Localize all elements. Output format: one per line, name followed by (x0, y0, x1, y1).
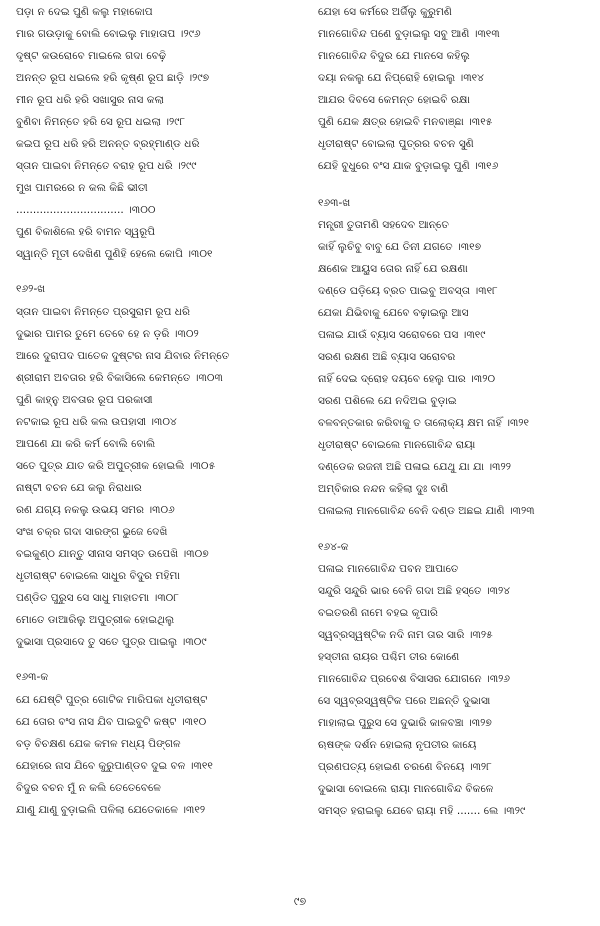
verse-line: ଯେ ତୋର ବଂସ ନାସ ଯିବ ପାଇବୁଟି କଷ୍ଟ ।୩୧୦ (16, 716, 207, 728)
verse-line: ସ୍ୱାନ୍ତି ମୂତୀ ଦେଖିଣ ପୁଣିହି ହେଲେ କୋପି ।୩୦୧ (16, 248, 213, 260)
verse-line: ପ୍ରଣପତ୍ୟ ହୋଇଣ ଚରଣେ ବିନୟେ ।୩୨୮ (318, 761, 492, 773)
verse-line: ଦୁଭାସା ବୋଇଲେ ରାୟା ମାନଗୋବିନ୍ଦ ବିକଳେ (318, 783, 494, 795)
verse-line: ମାନଗୋବିନ୍ଦ ବିଦୁର ଯେ ମାନସେ କହିଲୁ (318, 50, 470, 62)
verse-line: ଦଣ୍ଡେକ ରଜନୀ ଅଛି ପଳାଇ ଯେଥୁ ଯା ଯା ।୩୨୨ (318, 461, 512, 473)
section-heading: ୧୬୪-କ (318, 541, 349, 553)
verse-line: ସତେ ପୁତ୍ର ଯାତ କରି ଅପୁତ୍ରୀକ ହୋଇଲି ।୩୦୫ (16, 460, 216, 472)
verse-line: ନାହିଁ ଦେଇ ଦ୍ରୋହ ଦୟବେ ହେଲୁ ପାର ।୩୨୦ (318, 373, 496, 385)
section-heading: ୧୬୩-ଖ (318, 197, 351, 209)
verse-line: ସଂଖ ଚକ୍ର ଗଦା ସାରଙ୍ଗ ଭୁଜେ ଦେଖି (16, 526, 168, 538)
verse-line: ସ୍ତାନ ପାଇବା ନିମନ୍ତେ ବରାହ ରୂପ ଧରି ।୨୯୯ (16, 160, 197, 172)
verse-line: ମାର ଗଉଡ଼ାକୁ ବୋଲି ବୋଇଲୁ ମାହାତାପ ।୨୯୬ (16, 28, 201, 40)
verse-line: ବଇତରଣି ନାମେ ବହଇ କୃପାରି (318, 607, 438, 619)
verse-line: କ୍ଷଣେକ ଆୟୁସ ତୋର ନାହିଁ ଯେ ରକ୍ଷଣା (318, 263, 468, 275)
verse-line: ଦୁଭାସା ପ୍ରସାଦେ ତୁ ସତେ ପୁତ୍ର ପାଇଲୁ ।୩୦୯ (16, 636, 207, 648)
verse-line: ନଟକାଇ ରୂପ ଧରି କଲ ଉପହାସୀ ।୩୦୪ (16, 416, 177, 428)
verse-line: ମାନଗୋବିନ୍ଦ ପ୍ରବେଶ ବିସାସର ଯୋଗନେ ।୩୨୬ (318, 673, 511, 685)
verse-line: କାହିଁ ଲୁଚିବୁ ବାବୁ ଯେ ତିନୀ ଯଗତେ ।୩୧୭ (318, 241, 482, 253)
verse-line: ହସ୍ତୀନା ରାୟର ପଶ୍ଚିମ ତୀର କୋଣେ (318, 651, 460, 663)
verse-line: ସରଣ ପଶିଲେ ଯେ ନଦିଅଇ ବୁଡ଼ାଇ (318, 395, 457, 407)
verse-line: ଧୃତୀରାଷ୍ଟ ବୋଇଲେ ସାଧୁର ବିଦୁର ମହିମା (16, 570, 180, 582)
verse-line: ସମସ୍ତ ହରାଇଲୁ ଯେବେ ରାୟା ମହି ....... ଲେ ।୩୨୯ (318, 805, 526, 817)
verse-line: ପଡ଼ା ନ ଦେଇ ପୁଣି କଲୁ ମହାକୋପ (16, 6, 153, 18)
verse-line: ଦୟା ନକଲୁ ଯେ ନିପ୍ରୋହି ହୋଇଲୁ ।୩୧୪ (318, 72, 484, 84)
verse-line: ଶ୍ରୀରାମ ଅବତାର ହରି ବିକାସିଲେ କେମନ୍ତେ ।୩୦୩ (16, 372, 223, 384)
verse-line: କଇପ ରୂପ ଧରି ହରି ଅନନ୍ତ ବ୍ରହ୍ମାଣ୍ଡ ଧରି (16, 138, 200, 150)
verse-line: ଦଣ୍ଡେ ଘଡ଼ିୟେ ବ୍ରତ ପାଇବୁ ଅବସ୍ତା ।୩୧୮ (318, 285, 498, 297)
verse-line: ପଳାଇ ମାନଗୋବିନ୍ଦ ପବନ ଆପାତେ (318, 563, 459, 575)
verse-line: ଯେ ଯେଷ୍ଟି ପୁତ୍ର ଗୋଟିକ ମାରିପକା ଧୃତୀରାଷ୍ଟ (16, 694, 208, 706)
verse-line: ରଣ ଯଗ୍ୟ ନକଲୁ ଉଭୟ ସମର ।୩୦୬ (16, 504, 175, 516)
verse-line: ଯେକା ଯିଭିବାକୁ ଯେବେ ବଢ଼ାଇଲୁ ଆସ (318, 307, 469, 319)
verse-line: ଅନନ୍ତ ରୂପ ଧଇଲେ ହରି କୃଷ୍ଣ ରୂପ ଛାଡ଼ି ।୨୯୭ (16, 72, 210, 84)
verse-line: ମୋତେ ଡାଆରିଲୁ ଅପୁତ୍ରୀକ ହୋଇଥିଲୁ (16, 614, 175, 626)
verse-line: ପୁଣି ଯେକ କ୍ଷତ୍ର ହୋଇବି ମନବାଞ୍ଛା ।୩୧୫ (318, 116, 493, 128)
verse-line: ସନ୍ଦୁରି ସନ୍ଦୁରି ଭାର ବେନି ଗଦା ଅଛି ହସ୍ତେ ।୩୨୪ (318, 585, 511, 597)
verse-line: ବଳବନ୍ତକାର କରିବାକୁ ତ ତାଲୋକ୍ୟ କ୍ଷମ ନାହିଁ ।୩୨୧ (318, 417, 530, 429)
verse-line: ମାହାଲାଇ ପୁରୁସ ସେ ଦୁଭାରି କାଳବଞ୍ଚା ।୩୨୭ (318, 717, 492, 729)
verse-line: ବଡ଼ ବିଚକ୍ଷଣ ଯେକ କମଳ ମଧ୍ୟ ପିଙ୍ଗଳ (16, 738, 181, 750)
verse-line: ସେ ସ୍ୱବ୍ରସ୍ୱଷ୍ଟିକ ପରେ ଅଛନ୍ତି ଦୁଭାସା (318, 695, 491, 707)
verse-line: ଧୃତୀରାଷ୍ଟ ବୋଇଲା ପୁତ୍ରର ବଚନ ସୁଣି (318, 138, 474, 150)
verse-line: ଦୃଷ୍ଟ କଉରୋବେ ମାଇଲେ ଗଦା ବେଢ଼ି (16, 50, 167, 62)
verse-line: ପୁଣ ବିକାଶିଲେ ହରି ବାମନ ସ୍ୱରୂପି (16, 226, 156, 238)
section-heading: ୧୬୨-ଖ (16, 283, 46, 295)
verse-line: ସ୍ୱବ୍ରସ୍ୱଷ୍ଟିକ ନଦି ନାମ ତାର ସାରି ।୩୨୫ (318, 629, 493, 641)
verse-line: ଯେହା ସେ କର୍ମରେ ଅର୍ଜିଲୁ କୁରୁମଣି (318, 6, 452, 18)
verse-line: ମୀନ ରୂପ ଧରି ହରି ସଖାସୁର ନାସ କଲା (16, 94, 164, 106)
verse-line: ଆଯର ଦିବସେ କେମନ୍ତ ହୋଇବି ରକ୍ଷା (318, 94, 470, 106)
page-number: ୯୭ (293, 895, 307, 908)
verse-line: ଧୃତୀରାଷ୍ଟ ବୋଇଲେ ମାନଗୋବିନ୍ଦ ରାୟା (318, 439, 476, 451)
verse-line: ଋଷଙ୍କ ଦର୍ଶନ ହୋଇଲା ନୃପତୀର କାୟେ (318, 739, 477, 751)
section-heading: ୧୬୩-କ (16, 671, 49, 683)
verse-line: ପଳାଇ ଯାଉଁ ବ୍ୟାସ ସରୋବରେ ପସ ।୩୧୯ (318, 329, 486, 341)
verse-line: ପୁଣି କାହ୍ନୁ ଅବତାର ରୂପ ପରକାସୀ (16, 394, 153, 406)
verse-line: ମନ୍ତ୍ରୀ ତୁତାମଣି ସହଦେବ ଆନ୍ତେ (318, 219, 449, 231)
verse-line: ସରଣ ରକ୍ଷଣ ଅଛି ବ୍ୟାସ ସରୋବର (318, 351, 456, 363)
verse-line: ସ୍ତାନ ପାଇବା ନିମନ୍ତେ ପ୍ରସୁରାମ ରୂପ ଧରି (16, 306, 191, 318)
verse-line: ଯେହି ବୁଧୁରେ ବଂସ ଯାକ ବୁଡ଼ାଇଲୁ ପୁଣି ।୩୧୬ (318, 160, 499, 172)
verse-line: ଆରେ ଦୁରାପଦ ପାତେକ ଦୁଷ୍ଟର ନାସ ଯିବାର ନିମନ୍ତେ (16, 350, 230, 362)
verse-line: ପଣ୍ଡିତ ପୁରୁସ ସେ ସାଧୁ ମାହାତମା ।୩୦୮ (16, 592, 179, 604)
verse-line: ଅମ୍ବିକାର ନନ୍ଦନ କହିଲା ଦୁଃ ବାଣି (318, 483, 449, 495)
verse-line: ବୁଣିବା ନିମନ୍ତେ ହରି ସେ ରୂପ ଧଇଲା ।୨୯୮ (16, 116, 186, 128)
verse-line: ଯାଣୁ ଯାଣୁ ବୁଡ଼ାଇଲି ପଳିଲା ଯେତେକାଳେ ।୩୧୨ (16, 804, 206, 816)
verse-line: ଦୁଭାର ପାମର ତୁମେ ତେବେ ହେ ନ ଡ଼ରି ।୩୦୨ (16, 328, 199, 340)
verse-line: ମୁଖ ପାମରରେ ନ କଲ କିଛି ଭୀତୀ (16, 182, 148, 194)
verse-line: ଯେହାରେ ନାସ ଯିବେ କୁରୁପାଣ୍ଡବ ଦୁଇ ବଳ ।୩୧୧ (16, 760, 213, 772)
verse-line: ପଳାଇଲା ମାନଗୋବିନ୍ଦ ବେନି ଦଣ୍ଡ ଅଛଇ ଯାଣି ।୩୨୩ (318, 505, 535, 517)
verse-line: ନାଷ୍ଟୀ ବଚନ ଯେ କଲୁ ନିରାଧାର (16, 482, 142, 494)
verse-line: ବଇକୁଣ୍ଠ ଯାନ୍ତୁ ସୀନାସ ସମସ୍ତ ଉପେଖି ।୩୦୭ (16, 548, 209, 560)
verse-line: ................................ ।୩୦୦ (16, 204, 156, 216)
verse-line: ଆପଣେ ଯା କରି କର୍ମ ବୋଲି ବୋଲି (16, 438, 156, 450)
verse-line: ମାନଗୋବିନ୍ଦ ପଣେ ବୁଡ଼ାଇଲୁ ସବୁ ଆଣି ।୩୧୩ (318, 28, 500, 40)
verse-line: ବିଦୁର ବଚନ ମୁଁ ନ କଲି ତେତେବେଳେ (16, 782, 161, 794)
